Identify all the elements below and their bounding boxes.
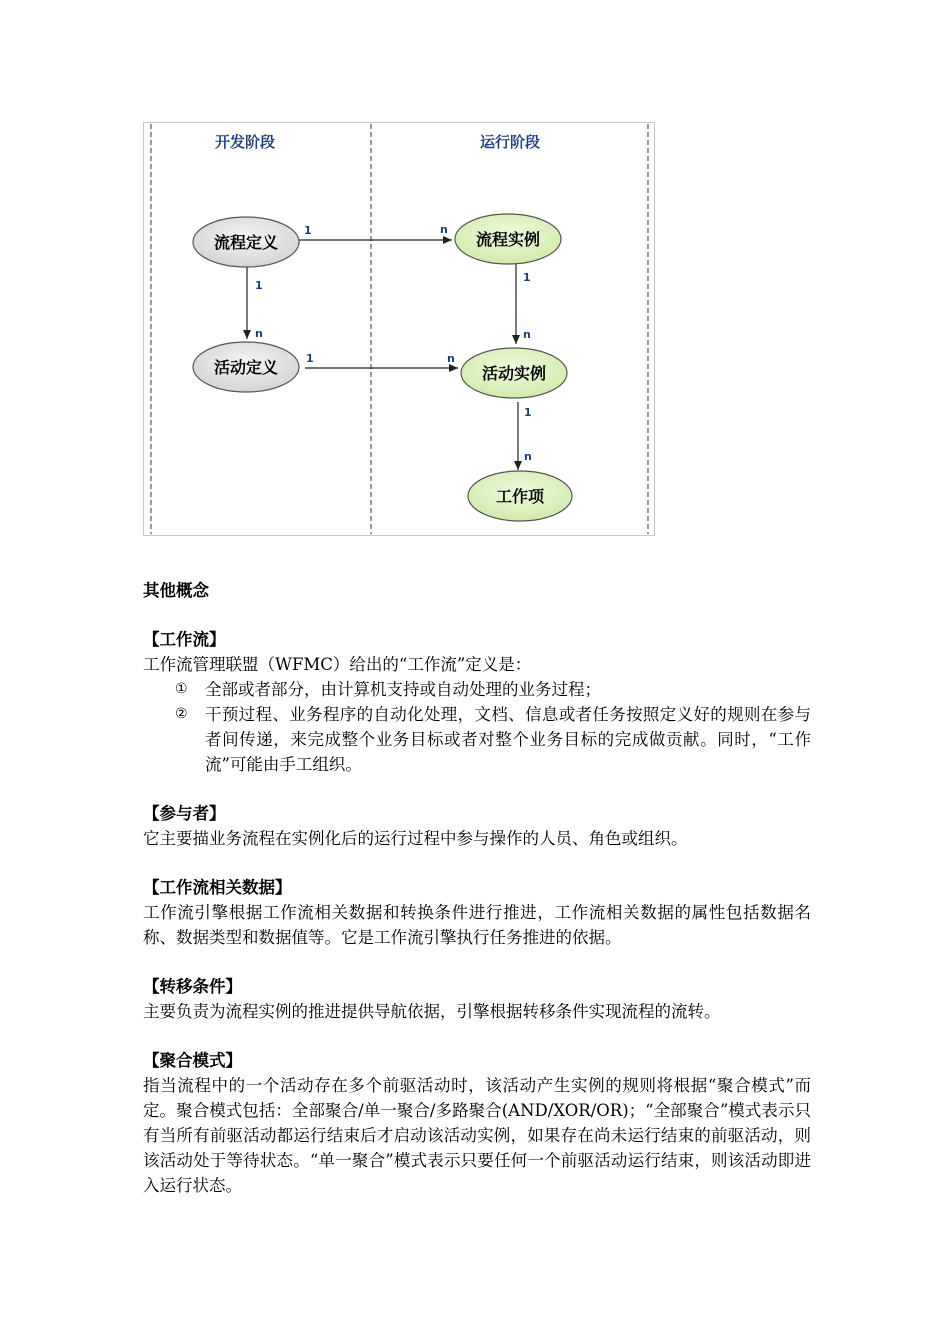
list-item-text: 干预过程、业务程序的自动化处理，文档、信息或者任务按照定义好的规则在参与者间传递，来完成整个业务目标或者对整个业务目标的完成做贡献。同时，“工作流”可能由手工组织。: [205, 705, 811, 774]
workflow-data-text: 工作流引擎根据工作流相关数据和转换条件进行推进，工作流相关数据的属性包括数据名称、数据类型和数据值等。它是工作流引擎执行任务推进的依据。: [143, 903, 811, 947]
lane-title-run: 运行阶段: [479, 133, 541, 151]
spacer: [143, 603, 811, 627]
mult-1-activity-def: 1: [306, 352, 314, 365]
mult-n-process-inst: n: [440, 223, 448, 236]
node-work-item: [468, 471, 572, 521]
node-label-activity-definition: 活动定义: [213, 358, 279, 377]
diagram-canvas: [143, 122, 655, 536]
node-activity-definition: [193, 342, 299, 392]
spacer: [143, 777, 811, 801]
list-marker: ②: [175, 706, 188, 722]
diagram-frame: [144, 123, 655, 536]
mult-n-activity-inst-top: n: [523, 328, 531, 341]
mult-1-process-inst: 1: [523, 271, 531, 284]
spacer: [143, 851, 811, 875]
mult-n-work-item: n: [524, 450, 532, 463]
list-item: [143, 702, 811, 777]
workflow-intro: 工作流管理联盟（WFMC）给出的“工作流”定义是：: [143, 655, 532, 674]
node-label-process-instance: 流程实例: [475, 230, 541, 249]
join-mode-text: 指当流程中的一个活动存在多个前驱活动时，该活动产生实例的规则将根据“聚合模式”而定。聚合模式包括：全部聚合/单一聚合/多路聚合(AND/XOR/OR)；“全部聚合”模式表示只有当所有前驱活动都运行结束后才启动该活动实例，如果存在尚未运行结束的前驱活动，则该活动处于等待状态。“单一聚合”模式表示只要任何一个前驱活动运行结束，则该活动即进入运行状态。: [143, 1076, 811, 1195]
mult-1-process-def-down: 1: [255, 279, 263, 292]
node-process-definition: [193, 217, 299, 267]
join-mode-title: 【聚合模式】: [143, 1051, 242, 1070]
spacer: [143, 950, 811, 974]
document-body: [143, 578, 811, 1198]
transition-text: 主要负责为流程实例的推进提供导航依据，引擎根据转移条件实现流程的流转。: [143, 1002, 721, 1021]
workflow-data-title: 【工作流相关数据】: [143, 878, 292, 897]
mult-n-activity-inst: n: [447, 352, 455, 365]
node-process-instance: [455, 214, 561, 264]
workflow-definition-list: [143, 677, 811, 777]
list-marker: ①: [175, 681, 188, 697]
node-label-process-definition: 流程定义: [213, 233, 279, 252]
workflow-diagram: [143, 122, 655, 536]
lane-title-dev: 开发阶段: [214, 133, 276, 151]
node-label-activity-instance: 活动实例: [481, 364, 547, 383]
list-item-text: 全部或者部分，由计算机支持或自动处理的业务过程；: [205, 680, 601, 699]
transition-title: 【转移条件】: [143, 977, 242, 996]
section-heading-other-concepts: 其他概念: [143, 581, 209, 600]
mult-n-activity-def: n: [255, 327, 263, 340]
participant-text: 它主要描业务流程在实例化后的运行过程中参与操作的人员、角色或组织。: [143, 829, 688, 848]
mult-1-process-def: 1: [304, 224, 312, 237]
node-activity-instance: [461, 348, 567, 398]
list-item: [143, 677, 811, 702]
participant-title: 【参与者】: [143, 804, 226, 823]
mult-1-activity-inst-down: 1: [524, 406, 532, 419]
workflow-title: 【工作流】: [143, 630, 226, 649]
spacer: [143, 1024, 811, 1048]
node-label-work-item: 工作项: [495, 487, 545, 506]
